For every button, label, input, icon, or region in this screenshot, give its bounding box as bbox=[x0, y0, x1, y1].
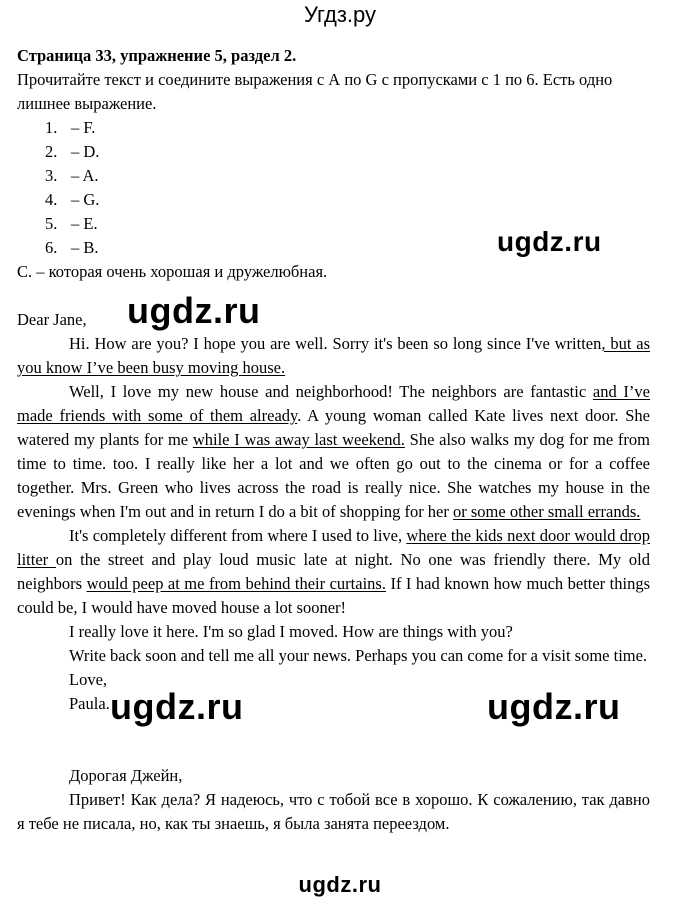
answer-number: 1. bbox=[45, 118, 58, 137]
translation-greeting: Дорогая Джейн, bbox=[69, 766, 183, 785]
answer-item bbox=[17, 164, 650, 188]
watermark: ugdz.ru bbox=[110, 686, 244, 727]
translation-paragraph-1: Привет! Как дела? Я надеюсь, что с тобой все в хорошо. К сожалению, так давно я тебе не писала, но, как ты знаешь, я была занята переездом. bbox=[17, 790, 650, 833]
letter-text: . A young woman called Kate lives next door. She watered my plants for me bbox=[17, 406, 651, 449]
answer-item bbox=[17, 140, 650, 164]
letter-text: It's completely different from where I used to live, bbox=[69, 526, 407, 545]
letter-greeting: Dear Jane, bbox=[17, 310, 87, 329]
site-title: Угдз.ру bbox=[303, 2, 377, 27]
gap-underlined-text: while I was away last weekend. bbox=[192, 430, 405, 449]
answer-number: 4. bbox=[45, 190, 58, 209]
letter-paragraph-5: Write back soon and tell me all your news. Perhaps you can come for a visit some time. bbox=[69, 646, 648, 665]
watermark: ugdz.ru bbox=[497, 226, 602, 257]
answer-number: 5. bbox=[45, 214, 58, 233]
letter-text: If I had known how much better things could be, I would have moved house a lot sooner! bbox=[17, 574, 651, 617]
letter-paragraph-4: I really love it here. I'm so glad I moved. How are things with you? bbox=[69, 622, 513, 641]
gap-underlined-text: where the kids next door would drop litter bbox=[17, 526, 650, 569]
gap-underlined-text: , but as you know I’ve been busy moving house. bbox=[17, 334, 650, 377]
gap-underlined-text: would peep at me from behind their curtains. bbox=[86, 574, 386, 593]
answer-value: – G. bbox=[71, 190, 100, 209]
letter-text: She also walks my dog for me from time to time. too. I really like her a lot and we often go out to the cinema or for a coffee together. Mrs. Green who lives across the road is really nice. She watches my house in the evenings when I'm out and in return I do a bit of shopping for her bbox=[17, 430, 650, 521]
gap-underlined-text: or some other small errands. bbox=[453, 502, 641, 521]
letter-signature: Paula. bbox=[69, 694, 110, 713]
answer-item bbox=[17, 188, 650, 212]
answer-number: 3. bbox=[45, 166, 58, 185]
answer-value: – B. bbox=[71, 238, 99, 257]
letter-closing: Love, bbox=[69, 670, 108, 689]
letter-paragraph-3 bbox=[17, 524, 650, 620]
answer-value: – D. bbox=[71, 142, 100, 161]
watermark: ugdz.ru bbox=[127, 290, 261, 331]
watermark: ugdz.ru bbox=[298, 872, 382, 897]
letter-text: on the street and play loud music late at night. No one was friendly there. My old neighbors bbox=[17, 550, 650, 593]
letter-paragraph-1 bbox=[17, 332, 650, 380]
answer-value: – F. bbox=[71, 118, 96, 137]
letter-text: Hi. How are you? I hope you are well. Sorry it's been so long since I've written bbox=[69, 334, 602, 353]
letter-paragraph-2 bbox=[17, 380, 650, 524]
answer-number: 2. bbox=[45, 142, 58, 161]
answer-item bbox=[17, 116, 650, 140]
answer-value: – E. bbox=[71, 214, 98, 233]
answer-value: – A. bbox=[71, 166, 99, 185]
extra-expression: С. – которая очень хорошая и дружелюбная. bbox=[17, 262, 328, 281]
answer-number: 6. bbox=[45, 238, 58, 257]
watermark: ugdz.ru bbox=[487, 686, 621, 727]
exercise-heading: Страница 33, упражнение 5, раздел 2. bbox=[17, 46, 297, 65]
exercise-instruction: Прочитайте текст и соедините выражения с А по G с пропусками с 1 по 6. Есть одно лишнее выражение. bbox=[17, 70, 613, 113]
letter-text: Well, I love my new house and neighborhood! The neighbors are fantastic bbox=[69, 382, 593, 401]
gap-underlined-text: and I’ve made friends with some of them already bbox=[17, 382, 650, 425]
